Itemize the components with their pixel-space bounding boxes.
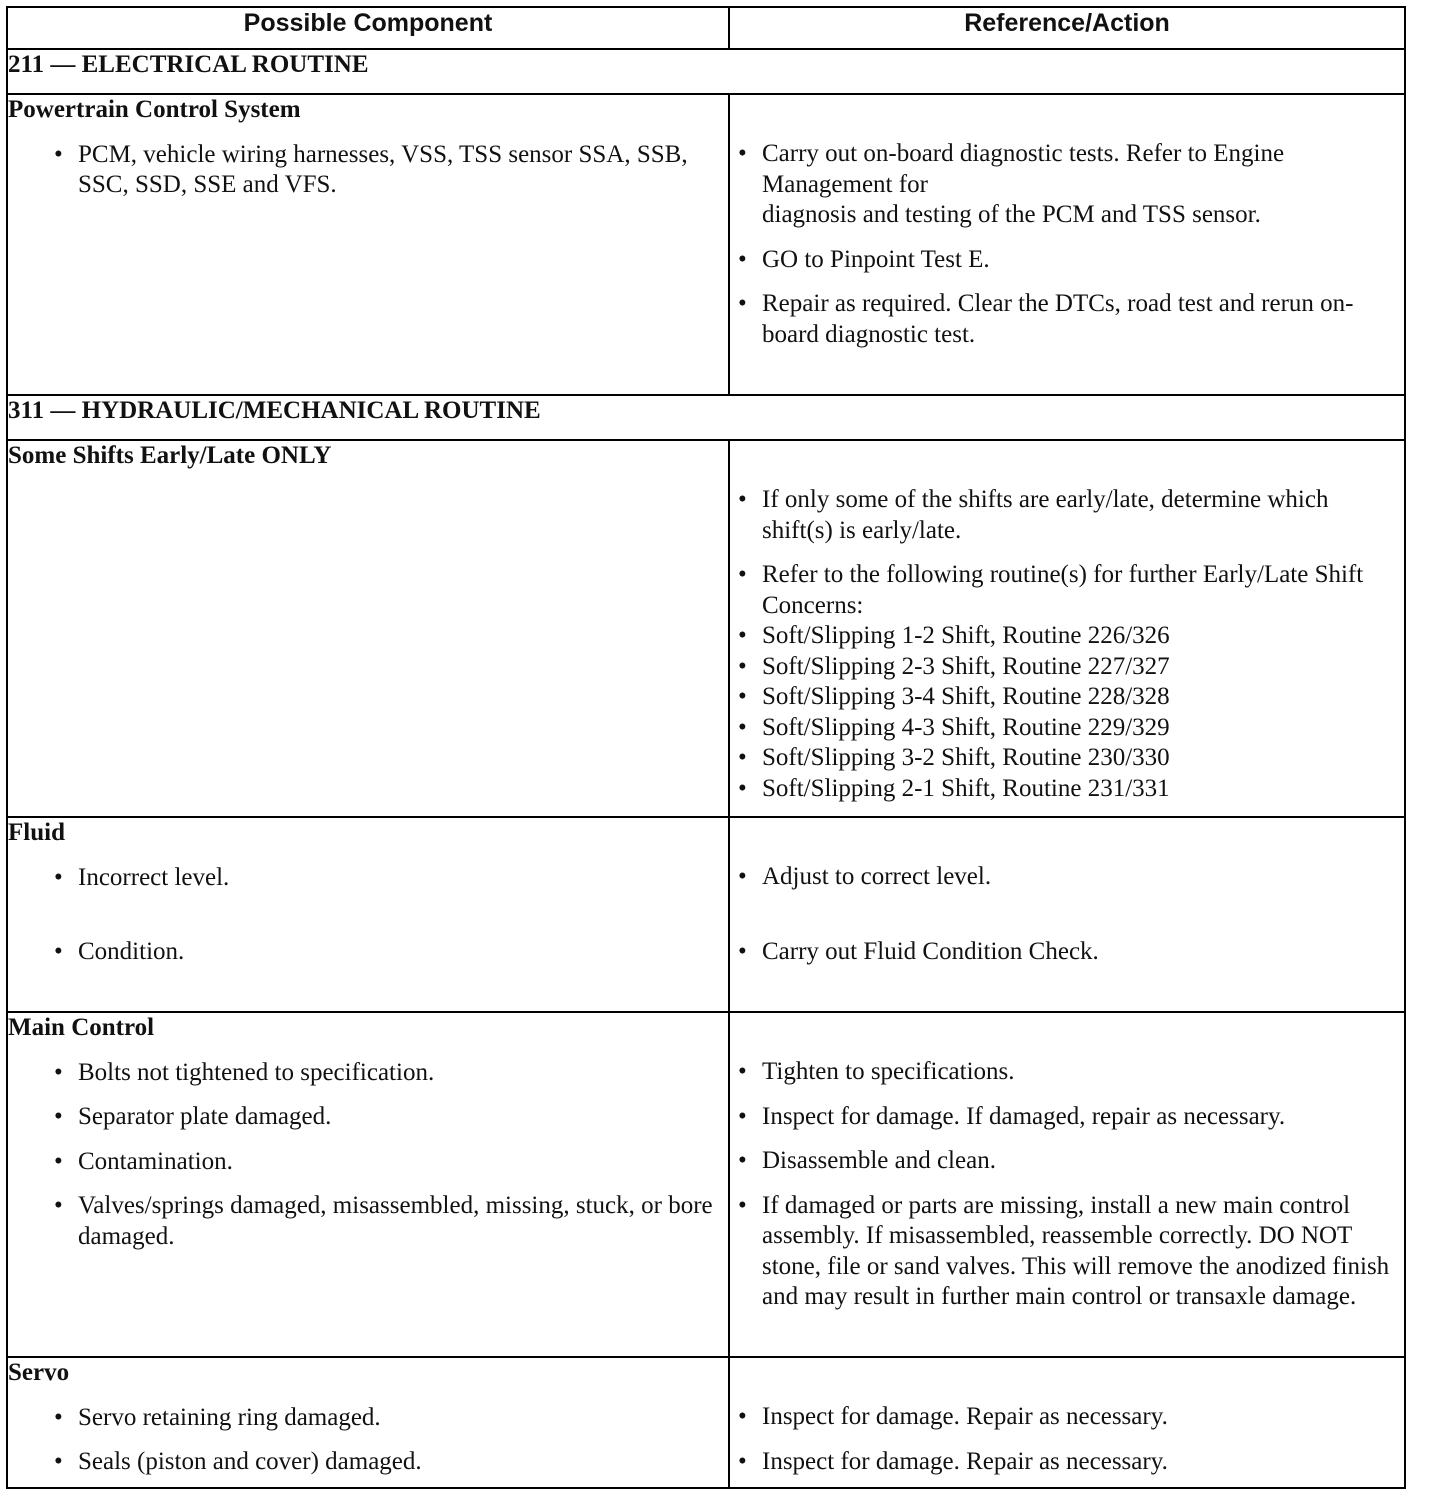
- component-list-servo: [8, 1403, 728, 1478]
- list-item: • Soft/Slipping 1-2 Shift, Routine 226/326: [730, 621, 1404, 652]
- action-list-fluid: [730, 862, 1404, 967]
- list-item: • Incorrect level.: [8, 863, 728, 894]
- action-cell-shifts: [729, 440, 1405, 817]
- header-possible-component: Possible Component: [7, 7, 729, 49]
- section-row-211: [7, 49, 1405, 94]
- table-row-powertrain: [7, 94, 1405, 395]
- action-cell-main-control: [729, 1012, 1405, 1357]
- list-item: • Soft/Slipping 2-3 Shift, Routine 227/327: [730, 652, 1404, 683]
- component-cell-powertrain: [7, 94, 729, 395]
- list-item: • Inspect for damage. Repair as necessary.: [730, 1402, 1404, 1433]
- list-item: • Bolts not tightened to specification.: [8, 1058, 728, 1089]
- table-header-row: [7, 7, 1405, 49]
- list-item: • Condition.: [8, 937, 728, 968]
- group-title-powertrain: Powertrain Control System: [8, 96, 301, 123]
- component-list-fluid: [8, 863, 728, 968]
- list-item: • Tighten to specifications.: [730, 1057, 1404, 1088]
- action-cell-powertrain: [729, 94, 1405, 395]
- page: [6, 6, 1404, 1489]
- section-title-211: 211 — ELECTRICAL ROUTINE: [7, 49, 1405, 94]
- table-row-fluid: [7, 817, 1405, 1012]
- action-cell-fluid: [729, 817, 1405, 1012]
- list-item: • Seals (piston and cover) damaged.: [8, 1447, 728, 1478]
- component-cell-shifts: [7, 440, 729, 817]
- list-item: • GO to Pinpoint Test E.: [730, 245, 1404, 276]
- list-item: • PCM, vehicle wiring harnesses, VSS, TSS sensor SSA, SSB, SSC, SSD, SSE and VFS.: [8, 140, 728, 201]
- group-title-servo: Servo: [8, 1359, 70, 1386]
- diagnosis-table: [6, 6, 1406, 1489]
- list-item: • Inspect for damage. Repair as necessary.: [730, 1447, 1404, 1478]
- action-list-servo: [730, 1402, 1404, 1477]
- list-item: • Carry out Fluid Condition Check.: [730, 937, 1404, 968]
- group-title-fluid: Fluid: [8, 819, 65, 846]
- action-list-main-control: [730, 1057, 1404, 1313]
- action-list-powertrain: [730, 139, 1404, 350]
- list-item: • Servo retaining ring damaged.: [8, 1403, 728, 1434]
- list-item: • Separator plate damaged.: [8, 1102, 728, 1133]
- component-cell-servo: [7, 1357, 729, 1488]
- list-item: • Soft/Slipping 3-4 Shift, Routine 228/328: [730, 682, 1404, 713]
- component-list-powertrain: [8, 140, 728, 201]
- list-item: • Valves/springs damaged, misassembled, missing, stuck, or bore damaged.: [8, 1191, 728, 1252]
- section-row-311: [7, 395, 1405, 440]
- list-item: • If damaged or parts are missing, install a new main control assembly. If misassembled, reassemble correctly. DO NOT stone, file or sand valves. This will remove the anodized finish and may result in further main control or transaxle damage.: [730, 1191, 1404, 1313]
- component-cell-main-control: [7, 1012, 729, 1357]
- table-row-servo: [7, 1357, 1405, 1488]
- routine-list: [730, 621, 1404, 804]
- component-list-main-control: [8, 1058, 728, 1253]
- list-item: • Disassemble and clean.: [730, 1146, 1404, 1177]
- group-title-shifts: Some Shifts Early/Late ONLY: [8, 442, 332, 469]
- list-item: • Inspect for damage. If damaged, repair as necessary.: [730, 1102, 1404, 1133]
- action-list-shifts: [730, 485, 1404, 621]
- list-item: • Contamination.: [8, 1147, 728, 1178]
- component-cell-fluid: [7, 817, 729, 1012]
- list-item: • Adjust to correct level.: [730, 862, 1404, 893]
- table-row-main-control: [7, 1012, 1405, 1357]
- table-row-shifts: [7, 440, 1405, 817]
- list-item: • Soft/Slipping 4-3 Shift, Routine 229/329: [730, 713, 1404, 744]
- list-item: • Carry out on-board diagnostic tests. Refer to Engine Management for diagnosis and testing of the PCM and TSS sensor.: [730, 139, 1404, 231]
- list-item: • Soft/Slipping 2-1 Shift, Routine 231/331: [730, 774, 1404, 805]
- list-item: • Repair as required. Clear the DTCs, road test and rerun on-board diagnostic test.: [730, 289, 1404, 350]
- list-item: • Soft/Slipping 3-2 Shift, Routine 230/330: [730, 743, 1404, 774]
- header-reference-action: Reference/Action: [729, 7, 1405, 49]
- action-cell-servo: [729, 1357, 1405, 1488]
- group-title-main-control: Main Control: [8, 1014, 155, 1041]
- list-item: • Refer to the following routine(s) for further Early/Late Shift Concerns:: [730, 560, 1404, 621]
- list-item: • If only some of the shifts are early/late, determine which shift(s) is early/late.: [730, 485, 1404, 546]
- section-title-311: 311 — HYDRAULIC/MECHANICAL ROUTINE: [7, 395, 1405, 440]
